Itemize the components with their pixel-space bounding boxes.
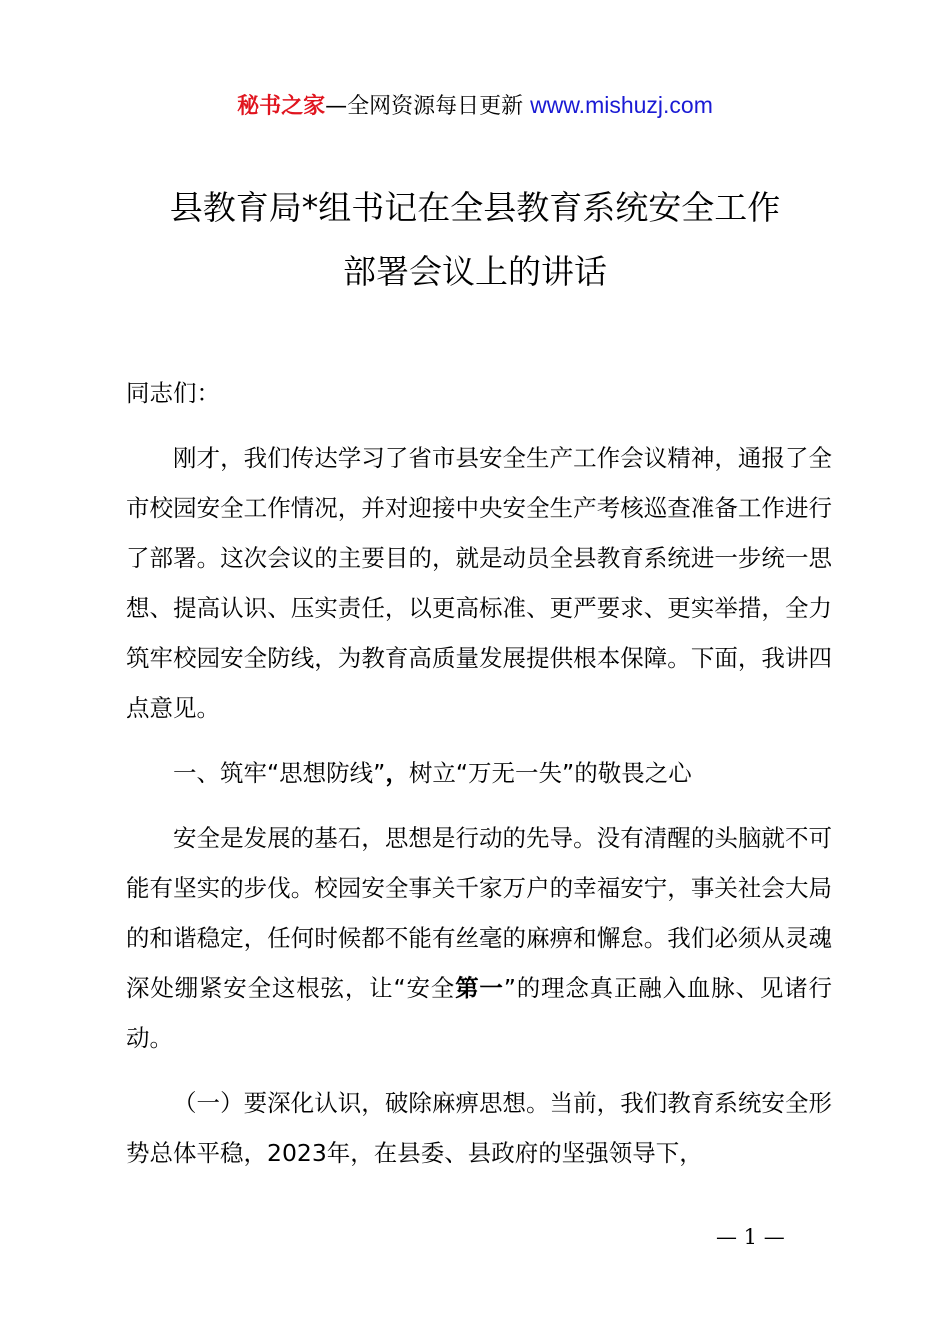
- site-header: [0, 88, 950, 124]
- section-heading-1: [126, 748, 832, 798]
- page-number: — 1 —: [716, 1225, 785, 1249]
- paragraph-intro: 刚才，我们传达学习了省市县安全生产工作会议精神，通报了全市校园安全工作情况，并对迎接中央安全生产考核巡查准备工作进行了部署。这次会议的主要目的，就是动员全县教育系统进一步统一思想、提高认识、压实责任，以更高标准、更严要求、更实举措，全力筑牢校园安全防线，为教育高质量发展提供根本保障。下面，我讲四点意见。: [126, 444, 832, 722]
- heading-part-c: 树立“万无一失”的敬畏之心: [408, 759, 692, 787]
- site-url-link[interactable]: www.mishuzj.com: [530, 92, 713, 118]
- brand-name: 秘书之家: [237, 94, 326, 119]
- paragraph-subsection-1: （一）要深化认识，破除麻痹思想。当前，我们教育系统安全形势总体平稳，2023年，在县委、县政府的坚强领导下，: [126, 1089, 832, 1167]
- para2-part-c: ”的理念真正融入血脉、见诸行动。: [126, 974, 832, 1052]
- salutation: 同志们：: [126, 379, 220, 407]
- header-tagline: —全网资源每日更新: [325, 94, 531, 119]
- heading-part-a: 一、筑牢“思想防线”: [173, 759, 386, 787]
- title-line-1: 县教育局*组书记在全县教育系统安全工作: [169, 188, 781, 227]
- title-line-2: 部署会议上的讲话: [343, 252, 607, 291]
- paragraph-section-1: [126, 813, 832, 1063]
- para2-part-a: 安全是发展的基石，思想是行动的先导。没有清醒的头脑就不可能有坚实的步伐。校园安全事关千家万户的幸福安宁，事关社会大局的和谐稳定，任何时候都不能有丝毫的麻痹和懈怠。我们必须从灵魂深处绷紧安全这根弦，让“安全: [126, 824, 832, 1002]
- para2-emphasis: 第一: [455, 974, 504, 1002]
- heading-comma: ，: [385, 759, 409, 787]
- document-body: [126, 368, 832, 1193]
- document-title: [100, 176, 850, 304]
